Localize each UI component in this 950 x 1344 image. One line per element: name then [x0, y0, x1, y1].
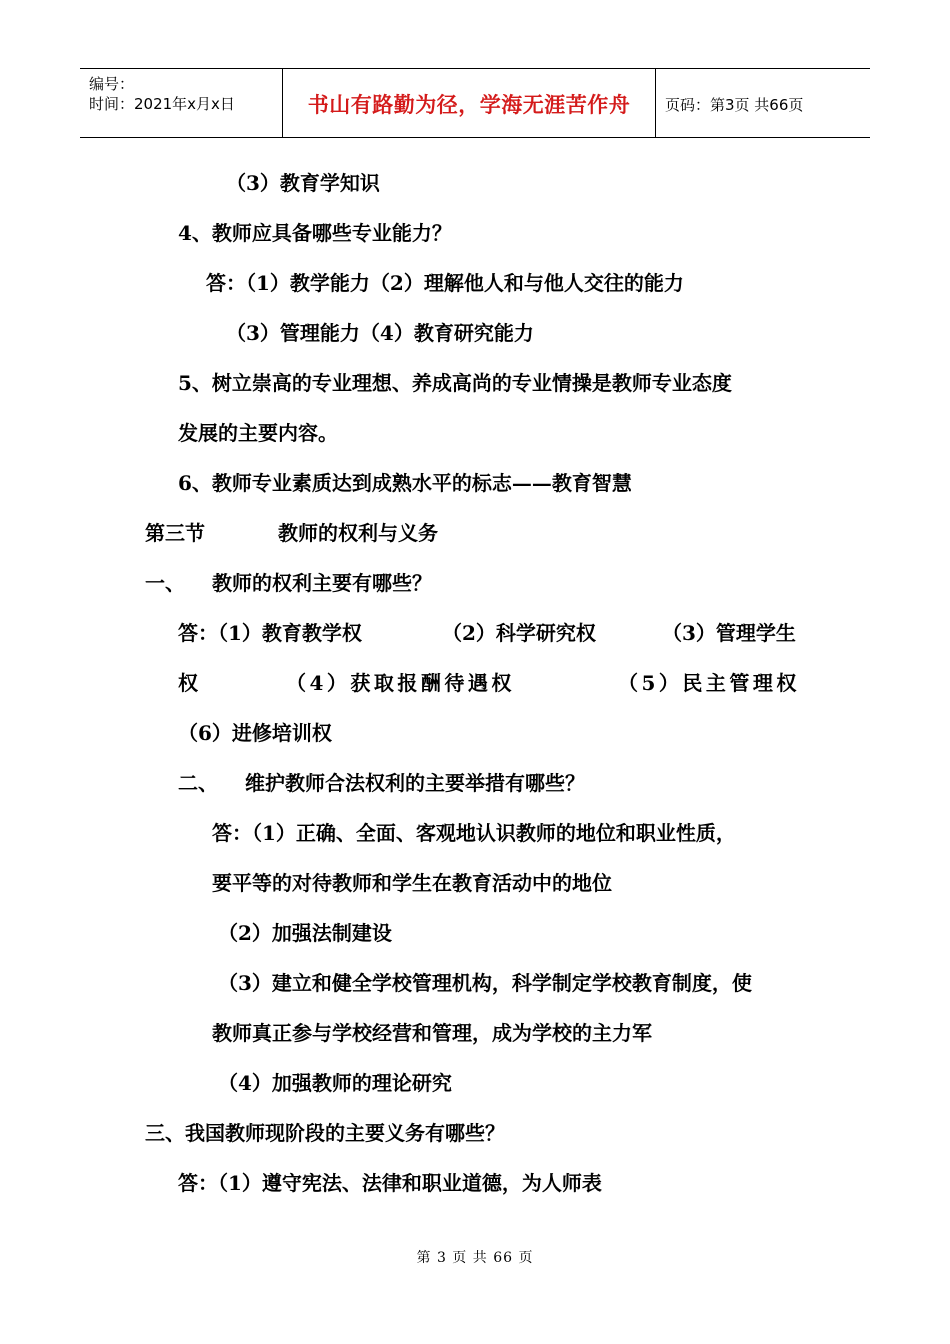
text-line: 5、树立崇高的专业理想、养成高尚的专业情操是教师专业态度 [178, 371, 732, 395]
header-motto-cell [282, 69, 656, 137]
answer-line: 权 [178, 671, 198, 695]
code-label: 编号： [89, 75, 135, 93]
answer-line: 答：（1）教学能力（2）理解他人和与他人交往的能力 [206, 271, 684, 295]
question-heading: 三、我国教师现阶段的主要义务有哪些？ [145, 1121, 505, 1145]
page-number-label: 页码：第3页 共66页 [665, 96, 804, 114]
question-heading: 4、教师应具备哪些专业能力？ [178, 221, 452, 245]
answer-line: 答：（1）遵守宪法、法律和职业道德，为人师表 [178, 1171, 602, 1195]
question-heading: 维护教师合法权利的主要举措有哪些？ [245, 771, 585, 795]
motto: 书山有路勤为径，学海无涯苦作舟 [307, 92, 631, 117]
question-number: 二、 [178, 771, 218, 795]
question-heading: 教师的权利主要有哪些？ [212, 571, 432, 595]
answer-line: （3）建立和健全学校管理机构，科学制定学校教育制度，使 [218, 971, 752, 995]
answer-line: （2）科学研究权 [442, 621, 596, 645]
answer-line: 答：（1）正确、全面、客观地认识教师的地位和职业性质， [212, 821, 736, 845]
page-header [80, 68, 870, 138]
header-page-cell [655, 69, 870, 137]
answer-line: （4）加强教师的理论研究 [218, 1071, 452, 1095]
text-line: （3）教育学知识 [226, 171, 380, 195]
section-title: 教师的权利与义务 [278, 521, 438, 545]
time-label: 时间：2021年x月x日 [89, 95, 235, 113]
section-number: 第三节 [145, 521, 205, 545]
answer-line: （3）管理学生 [662, 621, 796, 645]
answer-line: 要平等的对待教师和学生在教育活动中的地位 [212, 871, 612, 895]
answer-line: 教师真正参与学校经营和管理，成为学校的主力军 [212, 1021, 652, 1045]
answer-line: （2）加强法制建设 [218, 921, 392, 945]
answer-line: （6）进修培训权 [178, 721, 332, 745]
answer-line: 答：（1）教育教学权 [178, 621, 362, 645]
answer-line: （5）民主管理权 [618, 671, 800, 695]
answer-line: （4）获取报酬待遇权 [286, 671, 515, 695]
header-meta [80, 69, 282, 137]
page-footer: 第 3 页 共 66 页 [416, 1250, 534, 1266]
answer-line: （3）管理能力（4）教育研究能力 [226, 321, 534, 345]
text-line: 发展的主要内容。 [178, 421, 338, 445]
question-number: 一、 [145, 571, 185, 595]
text-line: 6、教师专业素质达到成熟水平的标志——教育智慧 [178, 471, 632, 495]
